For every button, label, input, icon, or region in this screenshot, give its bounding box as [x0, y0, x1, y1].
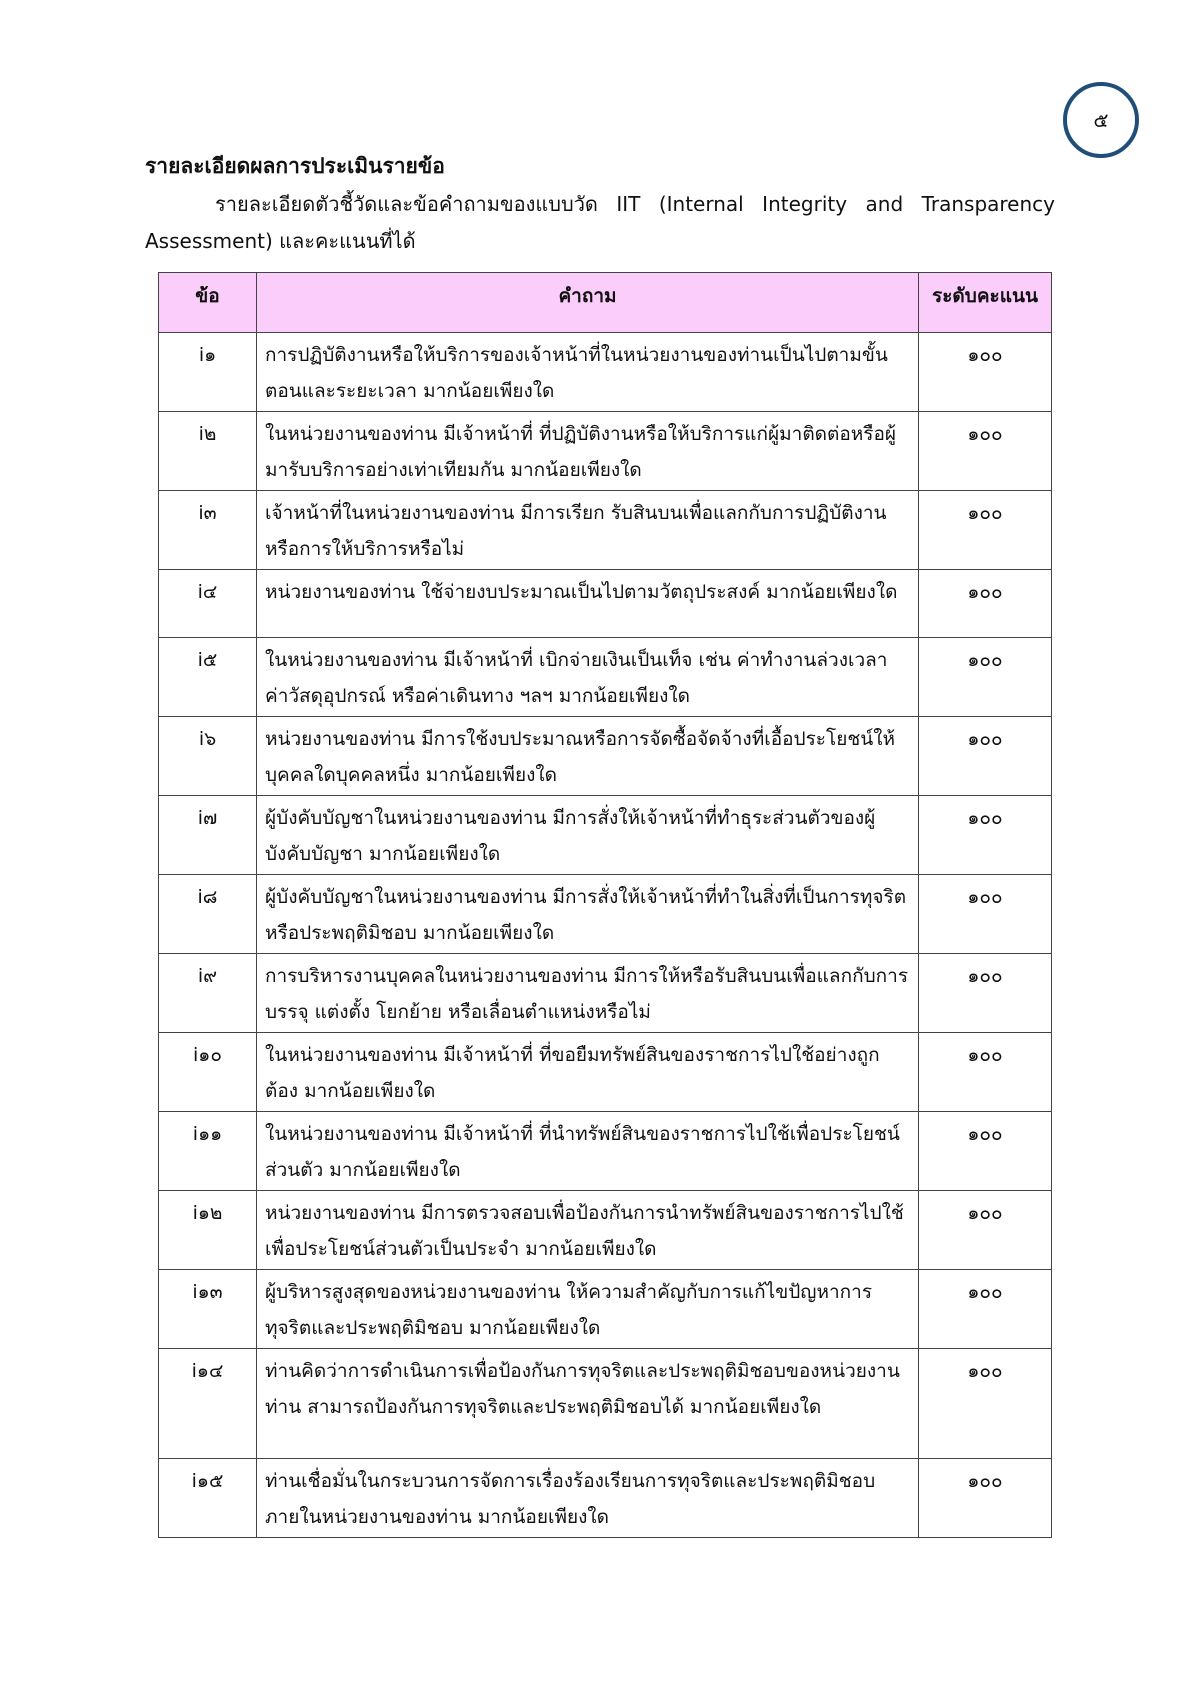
row-question: ผู้บริหารสูงสุดของหน่วยงานของท่าน ให้ความสำคัญกับการแก้ไขปัญหาการทุจริตและประพฤติมิชอบ มากน้อยเพียงใด: [257, 1270, 919, 1349]
evaluation-table: [158, 272, 1052, 1538]
row-question: ในหน่วยงานของท่าน มีเจ้าหน้าที่ ที่ขอยืมทรัพย์สินของราชการไปใช้อย่างถูกต้อง มากน้อยเพียงใด: [257, 1033, 919, 1112]
row-question: เจ้าหน้าที่ในหน่วยงานของท่าน มีการเรียก รับสินบนเพื่อแลกกับการปฏิบัติงานหรือการให้บริการหรือไม่: [257, 491, 919, 570]
row-code: i๕: [159, 638, 257, 717]
table-row: [159, 333, 1052, 412]
table-row: [159, 796, 1052, 875]
table-row: [159, 1112, 1052, 1191]
row-question: ในหน่วยงานของท่าน มีเจ้าหน้าที่ ที่นำทรัพย์สินของราชการไปใช้เพื่อประโยชน์ส่วนตัว มากน้อยเพียงใด: [257, 1112, 919, 1191]
row-score: ๑๐๐: [919, 1112, 1052, 1191]
row-score: ๑๐๐: [919, 954, 1052, 1033]
row-code: i๒: [159, 412, 257, 491]
row-code: i๓: [159, 491, 257, 570]
row-question: ท่านคิดว่าการดำเนินการเพื่อป้องกันการทุจริตและประพฤติมิชอบของหน่วยงานท่าน สามารถป้องกันการทุจริตและประพฤติมิชอบได้ มากน้อยเพียงใด: [257, 1349, 919, 1459]
row-code: i๑๑: [159, 1112, 257, 1191]
row-score: ๑๐๐: [919, 638, 1052, 717]
table-row: [159, 570, 1052, 638]
table-row: [159, 1191, 1052, 1270]
row-code: i๑: [159, 333, 257, 412]
row-score: ๑๐๐: [919, 1270, 1052, 1349]
row-question: ผู้บังคับบัญชาในหน่วยงานของท่าน มีการสั่งให้เจ้าหน้าที่ทำในสิ่งที่เป็นการทุจริตหรือประพฤติมิชอบ มากน้อยเพียงใด: [257, 875, 919, 954]
row-code: i๙: [159, 954, 257, 1033]
row-score: ๑๐๐: [919, 412, 1052, 491]
header-score: ระดับคะแนน: [919, 273, 1052, 333]
header-code: ข้อ: [159, 273, 257, 333]
row-score: ๑๐๐: [919, 1459, 1052, 1538]
row-score: ๑๐๐: [919, 1349, 1052, 1459]
row-score: ๑๐๐: [919, 1191, 1052, 1270]
row-question: หน่วยงานของท่าน ใช้จ่ายงบประมาณเป็นไปตามวัตถุประสงค์ มากน้อยเพียงใด: [257, 570, 919, 638]
intro-paragraph: [145, 186, 1055, 260]
row-code: i๑๓: [159, 1270, 257, 1349]
row-code: i๗: [159, 796, 257, 875]
row-score: ๑๐๐: [919, 717, 1052, 796]
row-score: ๑๐๐: [919, 875, 1052, 954]
row-question: ในหน่วยงานของท่าน มีเจ้าหน้าที่ เบิกจ่ายเงินเป็นเท็จ เช่น ค่าทำงานล่วงเวลา ค่าวัสดุอุปกรณ์ หรือค่าเดินทาง ฯลฯ มากน้อยเพียงใด: [257, 638, 919, 717]
table-row: [159, 638, 1052, 717]
row-question: หน่วยงานของท่าน มีการใช้งบประมาณหรือการจัดซื้อจัดจ้างที่เอื้อประโยชน์ให้บุคคลใดบุคคลหนึ่ง มากน้อยเพียงใด: [257, 717, 919, 796]
table-row: [159, 412, 1052, 491]
row-code: i๖: [159, 717, 257, 796]
row-question: หน่วยงานของท่าน มีการตรวจสอบเพื่อป้องกันการนำทรัพย์สินของราชการไปใช้เพื่อประโยชน์ส่วนตัวเป็นประจำ มากน้อยเพียงใด: [257, 1191, 919, 1270]
row-code: i๑๔: [159, 1349, 257, 1459]
table-row: [159, 1270, 1052, 1349]
table-row: [159, 1349, 1052, 1459]
table-row: [159, 1033, 1052, 1112]
row-score: ๑๐๐: [919, 333, 1052, 412]
row-code: i๑๐: [159, 1033, 257, 1112]
table-row: [159, 1459, 1052, 1538]
intro-line-2: Assessment) และคะแนนที่ได้: [145, 229, 416, 253]
row-code: i๑๕: [159, 1459, 257, 1538]
table-row: [159, 875, 1052, 954]
section-heading: รายละเอียดผลการประเมินรายข้อ: [145, 154, 445, 178]
row-score: ๑๐๐: [919, 1033, 1052, 1112]
intro-line-1: รายละเอียดตัวชี้วัดและข้อคำถามของแบบวัด IIT (Internal Integrity and Transparency: [215, 192, 1055, 216]
row-code: i๑๒: [159, 1191, 257, 1270]
header-question: คำถาม: [257, 273, 919, 333]
row-score: ๑๐๐: [919, 491, 1052, 570]
table-row: [159, 717, 1052, 796]
table-row: [159, 491, 1052, 570]
row-question: การปฏิบัติงานหรือให้บริการของเจ้าหน้าที่ในหน่วยงานของท่านเป็นไปตามขั้นตอนและระยะเวลา มากน้อยเพียงใด: [257, 333, 919, 412]
row-score: ๑๐๐: [919, 796, 1052, 875]
row-code: i๘: [159, 875, 257, 954]
table-header-row: [159, 273, 1052, 333]
page-number-badge: [1063, 82, 1139, 158]
page-number: ๕: [1093, 108, 1109, 132]
row-code: i๔: [159, 570, 257, 638]
table-row: [159, 954, 1052, 1033]
row-question: ท่านเชื่อมั่นในกระบวนการจัดการเรื่องร้องเรียนการทุจริตและประพฤติมิชอบภายในหน่วยงานของท่าน มากน้อยเพียงใด: [257, 1459, 919, 1538]
row-question: ในหน่วยงานของท่าน มีเจ้าหน้าที่ ที่ปฏิบัติงานหรือให้บริการแก่ผู้มาติดต่อหรือผู้มารับบริการอย่างเท่าเทียมกัน มากน้อยเพียงใด: [257, 412, 919, 491]
row-score: ๑๐๐: [919, 570, 1052, 638]
row-question: ผู้บังคับบัญชาในหน่วยงานของท่าน มีการสั่งให้เจ้าหน้าที่ทำธุระส่วนตัวของผู้บังคับบัญชา มากน้อยเพียงใด: [257, 796, 919, 875]
row-question: การบริหารงานบุคคลในหน่วยงานของท่าน มีการให้หรือรับสินบนเพื่อแลกกับการบรรจุ แต่งตั้ง โยกย้าย หรือเลื่อนตำแหน่งหรือไม่: [257, 954, 919, 1033]
